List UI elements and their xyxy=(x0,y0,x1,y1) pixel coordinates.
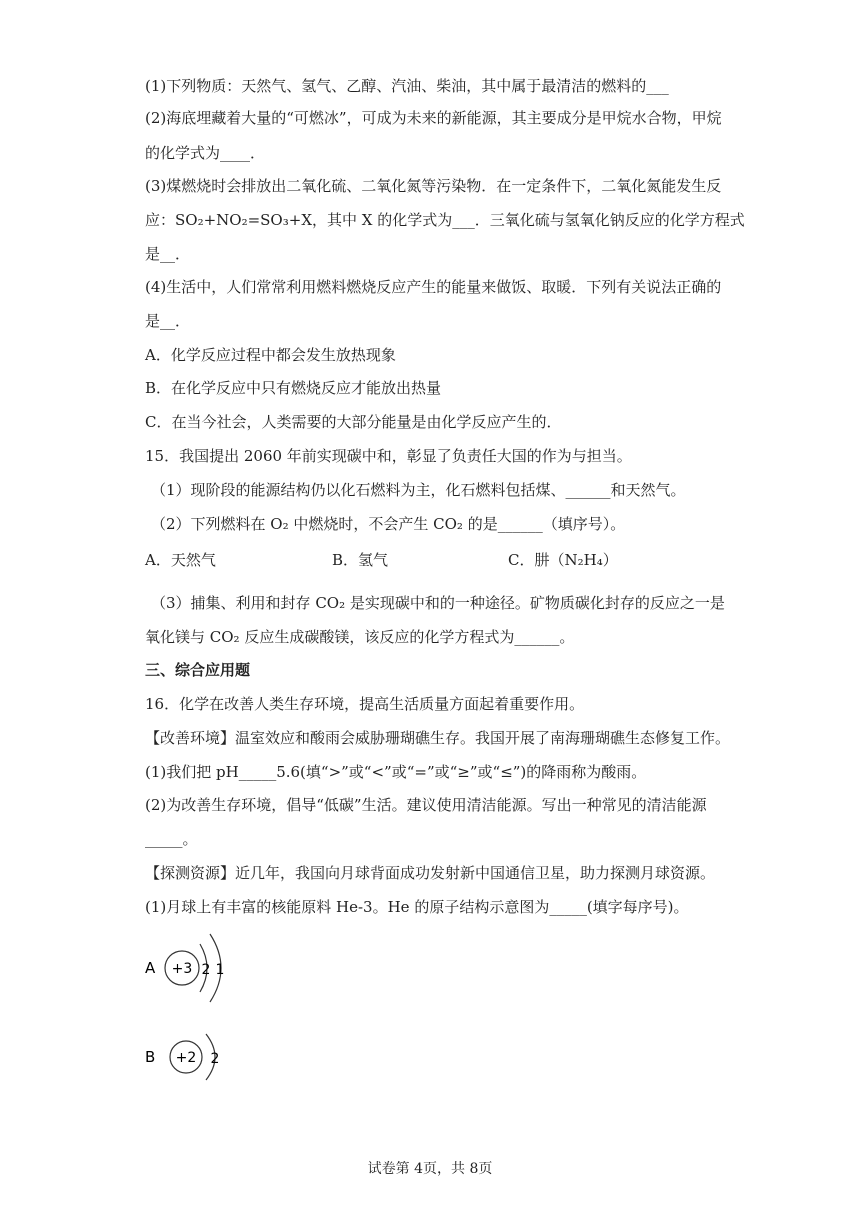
q14-part3-line3: 是__． xyxy=(145,245,191,263)
q16-env-part1: (1)我们把 pH_____5.6(填“>”或“<”或“=”或“≥”或“≤”)的降雨称为酸雨。 xyxy=(145,763,647,781)
q16-env-part2-line1: (2)为改善生存环境，倡导“低碳”生活。建议使用清洁能源。写出一种常见的清洁能源 xyxy=(145,796,707,814)
q14-option-b: B．在化学反应中只有燃烧反应才能放出热量 xyxy=(145,379,442,397)
q15-sub2: （2）下列燃料在 O₂ 中燃烧时，不会产生 CO₂ 的是______（填序号）。 xyxy=(151,515,626,533)
q14-part1: (1)下列物质：天然气、氢气、乙醇、汽油、柴油，其中属于最清洁的燃料的___ xyxy=(145,77,669,95)
diagram-a-shell-1: 2 xyxy=(201,962,211,978)
page-footer: 试卷第 4页，共 8页 xyxy=(367,1161,493,1177)
q16-env-part2-line2: _____。 xyxy=(145,830,198,848)
diagram-a-shell-2: 1 xyxy=(215,962,225,978)
q16-environment-intro: 【改善环境】温室效应和酸雨会威胁珊瑚礁生存。我国开展了南海珊瑚礁生态修复工作。 xyxy=(145,729,731,747)
q15-option-c: C．肼（N₂H₄） xyxy=(508,551,618,569)
q15-option-a: A．天然气 xyxy=(145,551,216,569)
diagram-b-label: B xyxy=(145,1048,156,1066)
q15-title: 15．我国提出 2060 年前实现碳中和，彰显了负责任大国的作为与担当。 xyxy=(145,447,632,465)
diagram-b-nucleus: +2 xyxy=(175,1050,197,1066)
q15-sub3-line2: 氧化镁与 CO₂ 反应生成碳酸镁，该反应的化学方程式为______。 xyxy=(145,628,575,646)
q14-option-a: A．化学反应过程中都会发生放热现象 xyxy=(145,346,396,364)
q16-resources-intro: 【探测资源】近几年，我国向月球背面成功发射新中国通信卫星，助力探测月球资源。 xyxy=(145,864,716,882)
q14-part2-line2: 的化学式为____． xyxy=(145,144,266,162)
q15-sub1: （1）现阶段的能源结构仍以化石燃料为主，化石燃料包括煤、______和天然气。 xyxy=(151,481,686,499)
section-heading: 三、综合应用题 xyxy=(145,661,251,679)
q14-part4-line2: 是__． xyxy=(145,312,191,330)
q14-part4-line1: (4)生活中，人们常常利用燃料燃烧反应产生的能量来做饭、取暖．下列有关说法正确的 xyxy=(145,278,722,296)
atom-diagram-a xyxy=(140,930,250,1010)
q14-part3-line2: 应：SO₂+NO₂=SO₃+X，其中 X 的化学式为___．三氧化硫与氢氧化钠反应的化学方程式 xyxy=(145,211,745,229)
q14-part2-line1: (2)海底埋藏着大量的“可燃冰”，可成为未来的新能源，其主要成分是甲烷水合物，甲烷 xyxy=(145,109,722,127)
diagram-b-shell-1: 2 xyxy=(210,1051,220,1067)
q16-title: 16．化学在改善人类生存环境，提高生活质量方面起着重要作用。 xyxy=(145,695,585,713)
q16-res-part1: (1)月球上有丰富的核能原料 He-3。He 的原子结构示意图为_____(填字每序号)。 xyxy=(145,898,689,916)
q14-option-c: C．在当今社会，人类需要的大部分能量是由化学反应产生的． xyxy=(145,413,562,431)
q15-option-b: B．氢气 xyxy=(332,551,389,569)
atom-diagram-b xyxy=(140,1022,240,1092)
q15-sub3-line1: （3）捕集、利用和封存 CO₂ 是实现碳中和的一种途径。矿物质碳化封存的反应之一是 xyxy=(151,594,725,612)
diagram-a-nucleus: +3 xyxy=(171,961,193,977)
diagram-a-label: A xyxy=(145,959,156,977)
q14-part3-line1: (3)煤燃烧时会排放出二氧化硫、二氧化氮等污染物．在一定条件下，二氧化氮能发生反 xyxy=(145,177,722,195)
